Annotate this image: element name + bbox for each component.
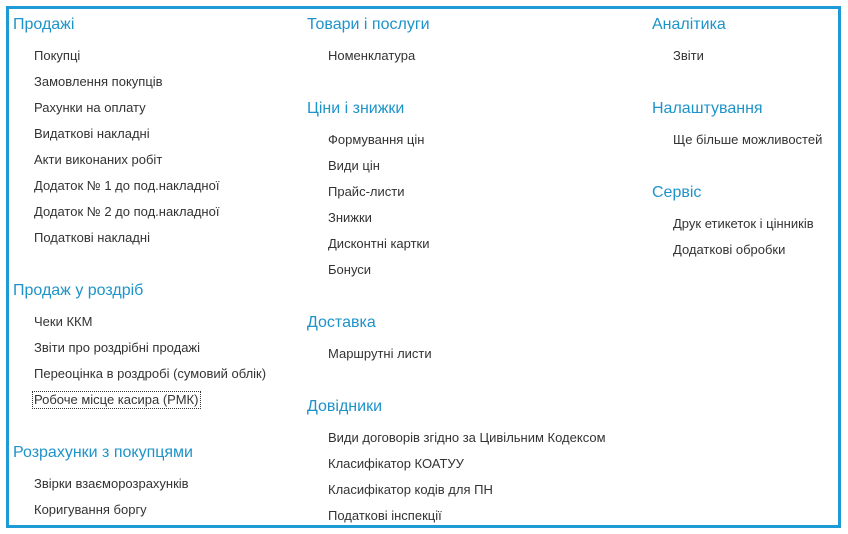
section-gap (13, 255, 269, 275)
nav-link[interactable] (34, 203, 269, 229)
section-gap (13, 417, 269, 437)
section-item-list (652, 47, 825, 73)
nav-link[interactable] (34, 47, 269, 73)
section-title: Налаштування (652, 100, 763, 117)
nav-link-label[interactable]: Класифікатор КОАТУУ (328, 456, 464, 471)
nav-link-label[interactable]: Звірки взаєморозрахунків (34, 476, 189, 491)
nav-link[interactable] (328, 157, 609, 183)
section-item-list (307, 429, 609, 533)
nav-link[interactable] (673, 241, 825, 267)
section-title: Довідники (307, 398, 383, 415)
nav-link-label[interactable]: Переоцінка в роздробі (сумовий облік) (34, 366, 267, 381)
nav-link[interactable] (34, 99, 269, 125)
nav-link-label[interactable]: Друк етикеток і цінників (673, 216, 814, 231)
nav-link[interactable] (328, 235, 609, 261)
section-gap (652, 157, 825, 177)
nav-link-label[interactable]: Бонуси (328, 262, 372, 277)
nav-link[interactable] (328, 507, 609, 533)
nav-link-label[interactable]: Робоче місце касира (РМК) (32, 391, 201, 409)
nav-link[interactable] (34, 365, 269, 391)
section-title: Доставка (307, 314, 376, 331)
nav-link-label[interactable]: Знижки (328, 210, 372, 225)
section-title: Продажі (13, 16, 75, 33)
nav-link[interactable] (328, 183, 609, 209)
section-gap (307, 371, 609, 391)
nav-link[interactable] (34, 229, 269, 255)
nav-link-label[interactable]: Номенклатура (328, 48, 416, 63)
nav-link[interactable] (673, 215, 825, 241)
nav-link[interactable] (34, 339, 269, 365)
nav-link-label[interactable]: Податкові інспекції (328, 508, 442, 523)
section-item-list (13, 313, 269, 417)
section-item-list (307, 47, 609, 73)
navigation-panel (6, 6, 841, 528)
section-gap (652, 73, 825, 93)
section-title: Продаж у роздріб (13, 282, 144, 299)
nav-link[interactable] (328, 261, 609, 287)
nav-link-label[interactable]: Формування цін (328, 132, 425, 147)
nav-link-label[interactable]: Звіти (673, 48, 704, 63)
nav-link-label[interactable]: Маршрутні листи (328, 346, 432, 361)
nav-link[interactable] (328, 209, 609, 235)
section-title: Розрахунки з покупцями (13, 444, 193, 461)
nav-link[interactable] (328, 429, 609, 455)
section-item-list (652, 215, 825, 267)
section-title: Ціни і знижки (307, 100, 405, 117)
nav-link-label[interactable]: Класифікатор кодів для ПН (328, 482, 493, 497)
nav-link-label[interactable]: Звіти про роздрібні продажі (34, 340, 201, 355)
section-item-list (307, 131, 609, 287)
nav-link-label[interactable]: Видаткові накладні (34, 126, 150, 141)
nav-link-label[interactable]: Ще більше можливостей (673, 132, 823, 147)
section-item-list (307, 345, 609, 371)
nav-link-label[interactable]: Прайс-листи (328, 184, 405, 199)
nav-link[interactable] (34, 177, 269, 203)
section-gap (307, 73, 609, 93)
nav-link-label[interactable]: Додаток № 2 до под.накладної (34, 204, 220, 219)
section-title: Аналітика (652, 16, 726, 33)
nav-link[interactable] (34, 475, 269, 501)
section-item-list (652, 131, 825, 157)
nav-link-label[interactable]: Чеки ККМ (34, 314, 93, 329)
nav-link-label[interactable]: Додаткові обробки (673, 242, 786, 257)
nav-link-label[interactable]: Додаток № 1 до под.накладної (34, 178, 220, 193)
nav-link-label[interactable]: Види договорів згідно за Цивільним Кодексом (328, 430, 606, 445)
nav-link-label[interactable]: Замовлення покупців (34, 74, 163, 89)
nav-link-label[interactable]: Рахунки на оплату (34, 100, 146, 115)
nav-link[interactable] (328, 455, 609, 481)
nav-link[interactable] (328, 47, 609, 73)
nav-link-label[interactable]: Покупці (34, 48, 81, 63)
section-title: Товари і послуги (307, 16, 430, 33)
column-goods (307, 9, 609, 533)
section-gap (307, 287, 609, 307)
nav-link[interactable] (328, 481, 609, 507)
nav-link[interactable] (328, 131, 609, 157)
nav-link[interactable] (34, 125, 269, 151)
nav-link[interactable] (34, 501, 269, 527)
section-title: Сервіс (652, 184, 702, 201)
nav-link-label[interactable]: Акти виконаних робіт (34, 152, 163, 167)
nav-link[interactable] (34, 313, 269, 339)
nav-link[interactable] (673, 47, 825, 73)
column-sales (13, 9, 269, 527)
nav-link[interactable] (328, 345, 609, 371)
section-item-list (13, 47, 269, 255)
nav-link[interactable] (673, 131, 825, 157)
column-analytics (652, 9, 825, 267)
nav-link-label[interactable]: Дисконтні картки (328, 236, 430, 251)
nav-link-label[interactable]: Податкові накладні (34, 230, 150, 245)
nav-link-label[interactable]: Види цін (328, 158, 380, 173)
nav-link[interactable] (34, 151, 269, 177)
nav-link[interactable] (34, 73, 269, 99)
nav-link-label[interactable]: Коригування боргу (34, 502, 147, 517)
nav-link[interactable] (34, 391, 269, 417)
section-item-list (13, 475, 269, 527)
